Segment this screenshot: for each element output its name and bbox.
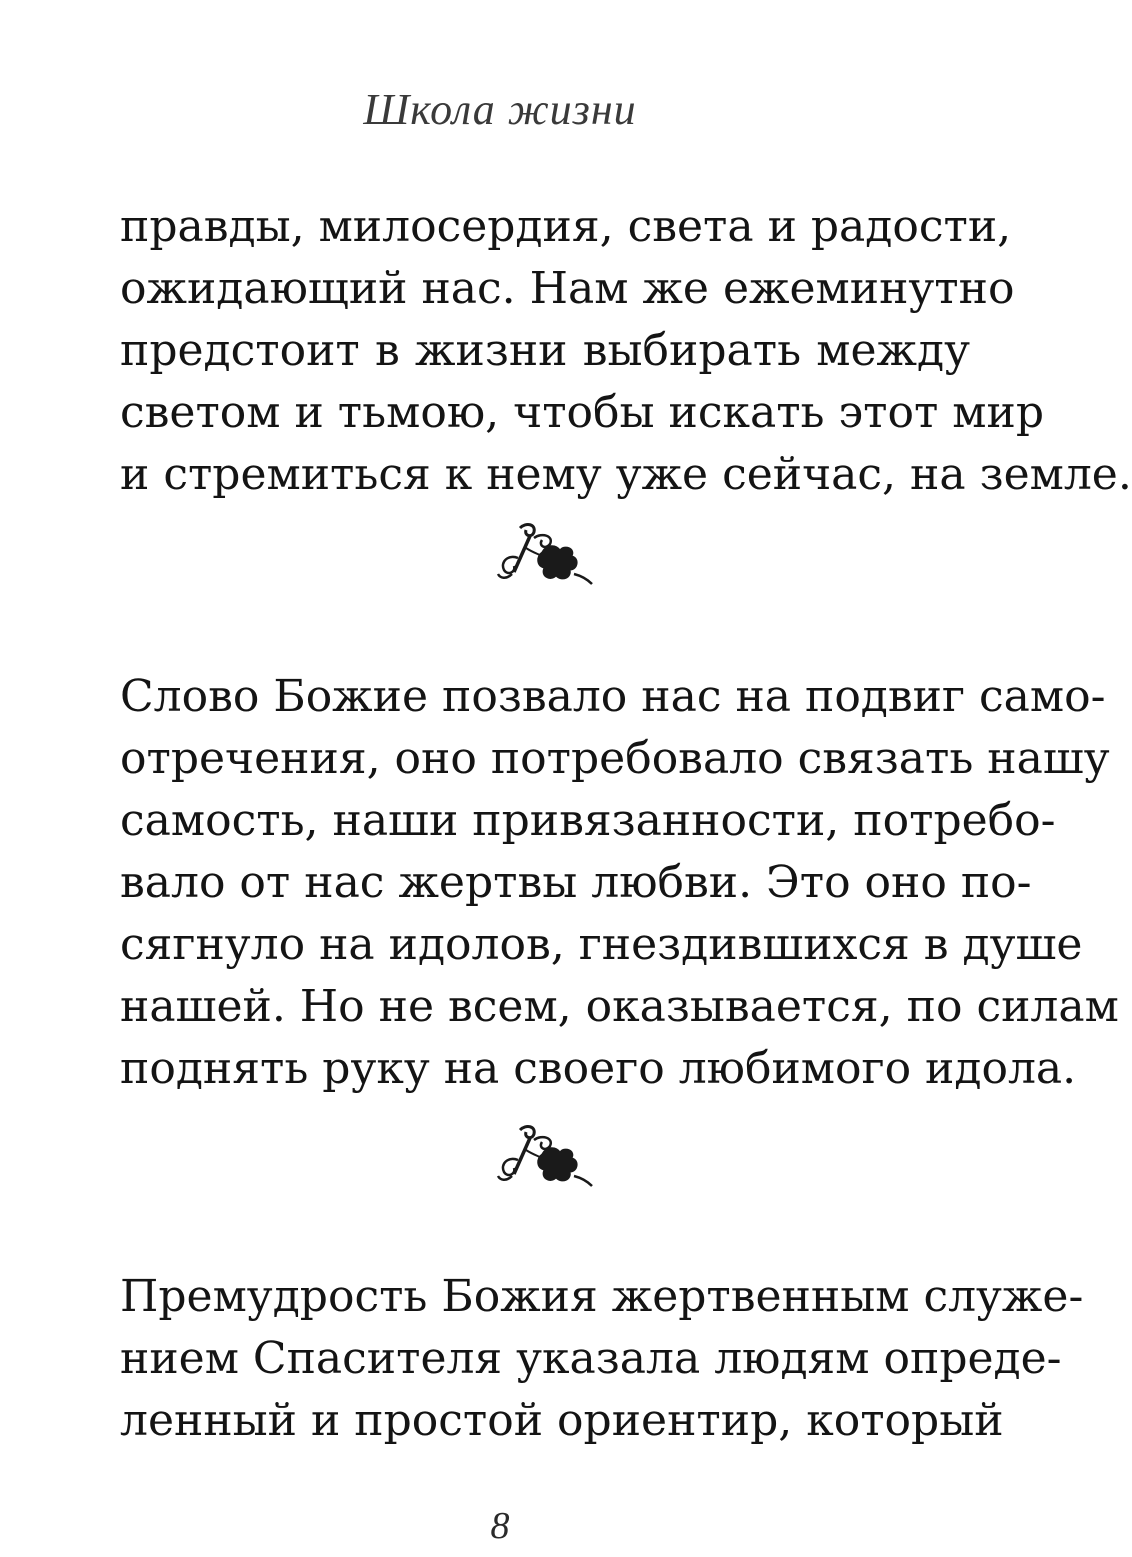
text-line: правды, милосердия, света и радости, <box>120 201 1012 252</box>
floral-vignette-icon <box>490 518 600 590</box>
text-line: Слово Божие позвало нас на подвиг само- <box>120 671 1106 722</box>
text-line: ленный и простой ориентир, который <box>120 1395 1004 1446</box>
text-line: нашей. Но не всем, оказывается, по силам <box>120 981 1119 1032</box>
text-line: светом и тьмою, чтобы искать этот мир <box>120 387 1045 438</box>
text-line: сягнуло на идолов, гнездившихся в душе <box>120 919 1083 970</box>
text-line: вало от нас жертвы любви. Это оно по- <box>120 857 1032 908</box>
running-head: Школа жизни <box>363 85 637 134</box>
text-line: предстоит в жизни выбирать между <box>120 325 970 376</box>
text-line: ожидающий нас. Нам же ежеминутно <box>120 263 1015 314</box>
floral-vignette-icon <box>490 1120 600 1192</box>
text-line: самость, наши привязанности, потребо- <box>120 795 1056 846</box>
text-line: Премудрость Божия жертвенным служе- <box>120 1271 1084 1322</box>
paragraph-3 <box>120 1266 1084 1452</box>
page-number: 8 <box>490 1505 510 1547</box>
paragraph-2 <box>120 666 1119 1100</box>
text-line: поднять руку на своего любимого идола. <box>120 1043 1077 1094</box>
paragraph-1 <box>120 196 1132 506</box>
text-line: нием Спасителя указала людям опреде- <box>120 1333 1062 1384</box>
text-line: отречения, оно потребовало связать нашу <box>120 733 1110 784</box>
text-line: и стремиться к нему уже сейчас, на земле. <box>120 449 1132 500</box>
